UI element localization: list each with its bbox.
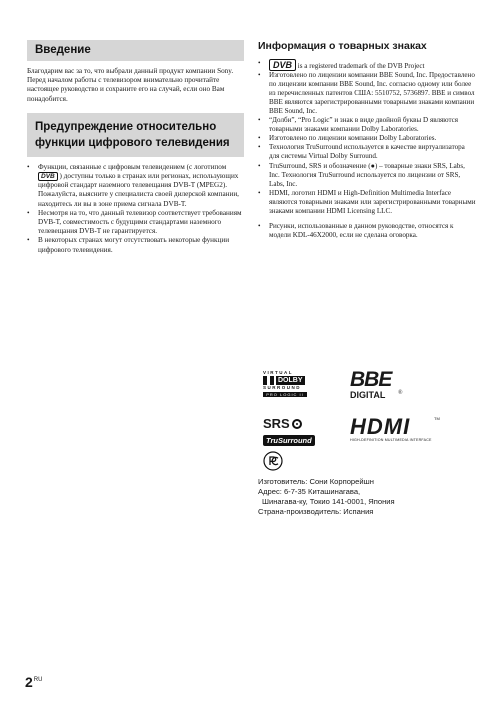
list-item	[258, 59, 476, 71]
page-number-value: 2	[25, 674, 33, 690]
manufacturer-line-2: Адрес: 6-7-35 Киташинагава,	[258, 487, 361, 496]
note-list	[258, 222, 476, 240]
list-item: • TruSurround, SRS и обозначение (●) – товарные знаки SRS, Labs, Inc. Технология TruSurround используется по лицензии от SRS, Labs, Inc.	[258, 162, 476, 189]
right-column	[258, 40, 476, 240]
dolby-virtual-text: VIRTUAL	[263, 370, 293, 375]
list-item: • Несмотря на то, что данный телевизор соответствует требованиям DVB-T, совместимость с будущими стандартами наземного телевещания DVB-T не гарантируется.	[27, 209, 244, 237]
hdmi-subtitle: HIGH-DEFINITION MULTIMEDIA INTERFACE	[350, 438, 432, 442]
dvb-logo-icon: DVB	[269, 59, 296, 71]
bbe-digital-text: DIGITAL	[350, 390, 386, 400]
bbe-logo-icon	[350, 370, 410, 400]
list-item: • Изготовлено по лицензии компании Dolby Laboratories.	[258, 134, 476, 143]
list-item: • Рисунки, использованные в данном руководстве, относятся к модели KDL-46X2000, если не сделана оговорка.	[258, 222, 476, 240]
bbe-word: BBE	[350, 368, 392, 391]
srs-word: SRS	[263, 416, 290, 431]
trademarks-heading: Информация о товарных знаках	[258, 40, 427, 52]
page-number	[25, 672, 42, 690]
page-language: RU	[33, 677, 43, 683]
bbe-registered-mark: ®	[398, 390, 403, 396]
trademarks-list	[258, 59, 476, 216]
trusurround-text: TruSurround	[263, 435, 315, 446]
manufacturer-line-3: Шинагава-ку, Токио 141-0001, Япония	[262, 497, 395, 506]
dvb-logo-icon: DVB	[38, 172, 58, 181]
list-item: • “Долби”, “Pro Logic” и знак в виде двойной буквы D являются товарными знаками компании Dolby Laboratories.	[258, 116, 476, 134]
hdmi-word: HDMI	[350, 414, 411, 439]
list-item: • Изготовлено по лицензии компании BBE Sound, Inc. Предоставлено по лицензии компании BBE Sound, Inc. согласно одному или более из перечисленных патентов США: 5510752, 5736897. BBE и символ BBE являются зарегистрированными товарными знаками компании BBE Sound, Inc.	[258, 71, 476, 116]
intro-heading: Введение	[27, 40, 244, 61]
manufacturer-line-1: Изготовитель: Сони Корпорейшн	[258, 477, 374, 486]
double-d-icon	[263, 376, 274, 385]
manufacturer-info	[258, 477, 478, 517]
srs-logo-icon	[263, 417, 321, 448]
list-item	[27, 163, 244, 209]
list-item: • HDMI, логотип HDMI и High-Definition Multimedia Interface являются товарными знаками или зарегистрированными товарными знаками компании HDMI Licensing LLC.	[258, 189, 476, 216]
rst-certification-icon	[263, 451, 283, 471]
dolby-logo-icon	[263, 370, 307, 397]
list-item: • В некоторых странах могут отсутствовать некоторые функции цифрового телевидения.	[27, 236, 244, 254]
trademark-item-1-text: is a registered trademark of the DVB Project	[296, 62, 425, 70]
logo-area	[258, 370, 458, 460]
warning-heading: Предупреждение относительно функции цифрового телевидения	[27, 113, 244, 157]
dolby-word: DOLBY	[278, 377, 303, 384]
intro-paragraph-2: Перед началом работы с телевизором внимательно прочитайте настоящее руководство и сохраните его на случай, если оно Вам понадобится.	[27, 76, 225, 103]
intro-paragraph-1: Благодарим вас за то, что выбрали данный продукт компании Sony.	[27, 67, 234, 75]
left-column	[27, 40, 244, 255]
intro-text	[27, 67, 244, 104]
srs-circle-icon	[292, 419, 302, 429]
warning-list	[27, 163, 244, 255]
list-item: • Технология TruSurround используется в качестве виртуализатора для системы Virtual Dolby Surround.	[258, 143, 476, 161]
hdmi-logo-icon	[350, 416, 438, 443]
hdmi-tm-mark: TM	[434, 416, 440, 421]
manufacturer-line-4: Страна-производитель: Испания	[258, 507, 374, 516]
dolby-surround-text: SURROUND	[263, 385, 302, 390]
dolby-prologic-text: PRO LOGIC II	[263, 392, 307, 397]
warning-bullet-1-before: Функции, связанные с цифровым телевидением (с логотипом	[38, 162, 227, 171]
warning-bullet-1-after: ) доступны только в странах или регионах, использующих цифровой стандарт наземного телевещания DVB-T (MPEG2). Пожалуйста, выясните у специалиста своей дилерской компании, находитесь ли вы в зоне приема сигнала DVB-T.	[38, 172, 239, 208]
